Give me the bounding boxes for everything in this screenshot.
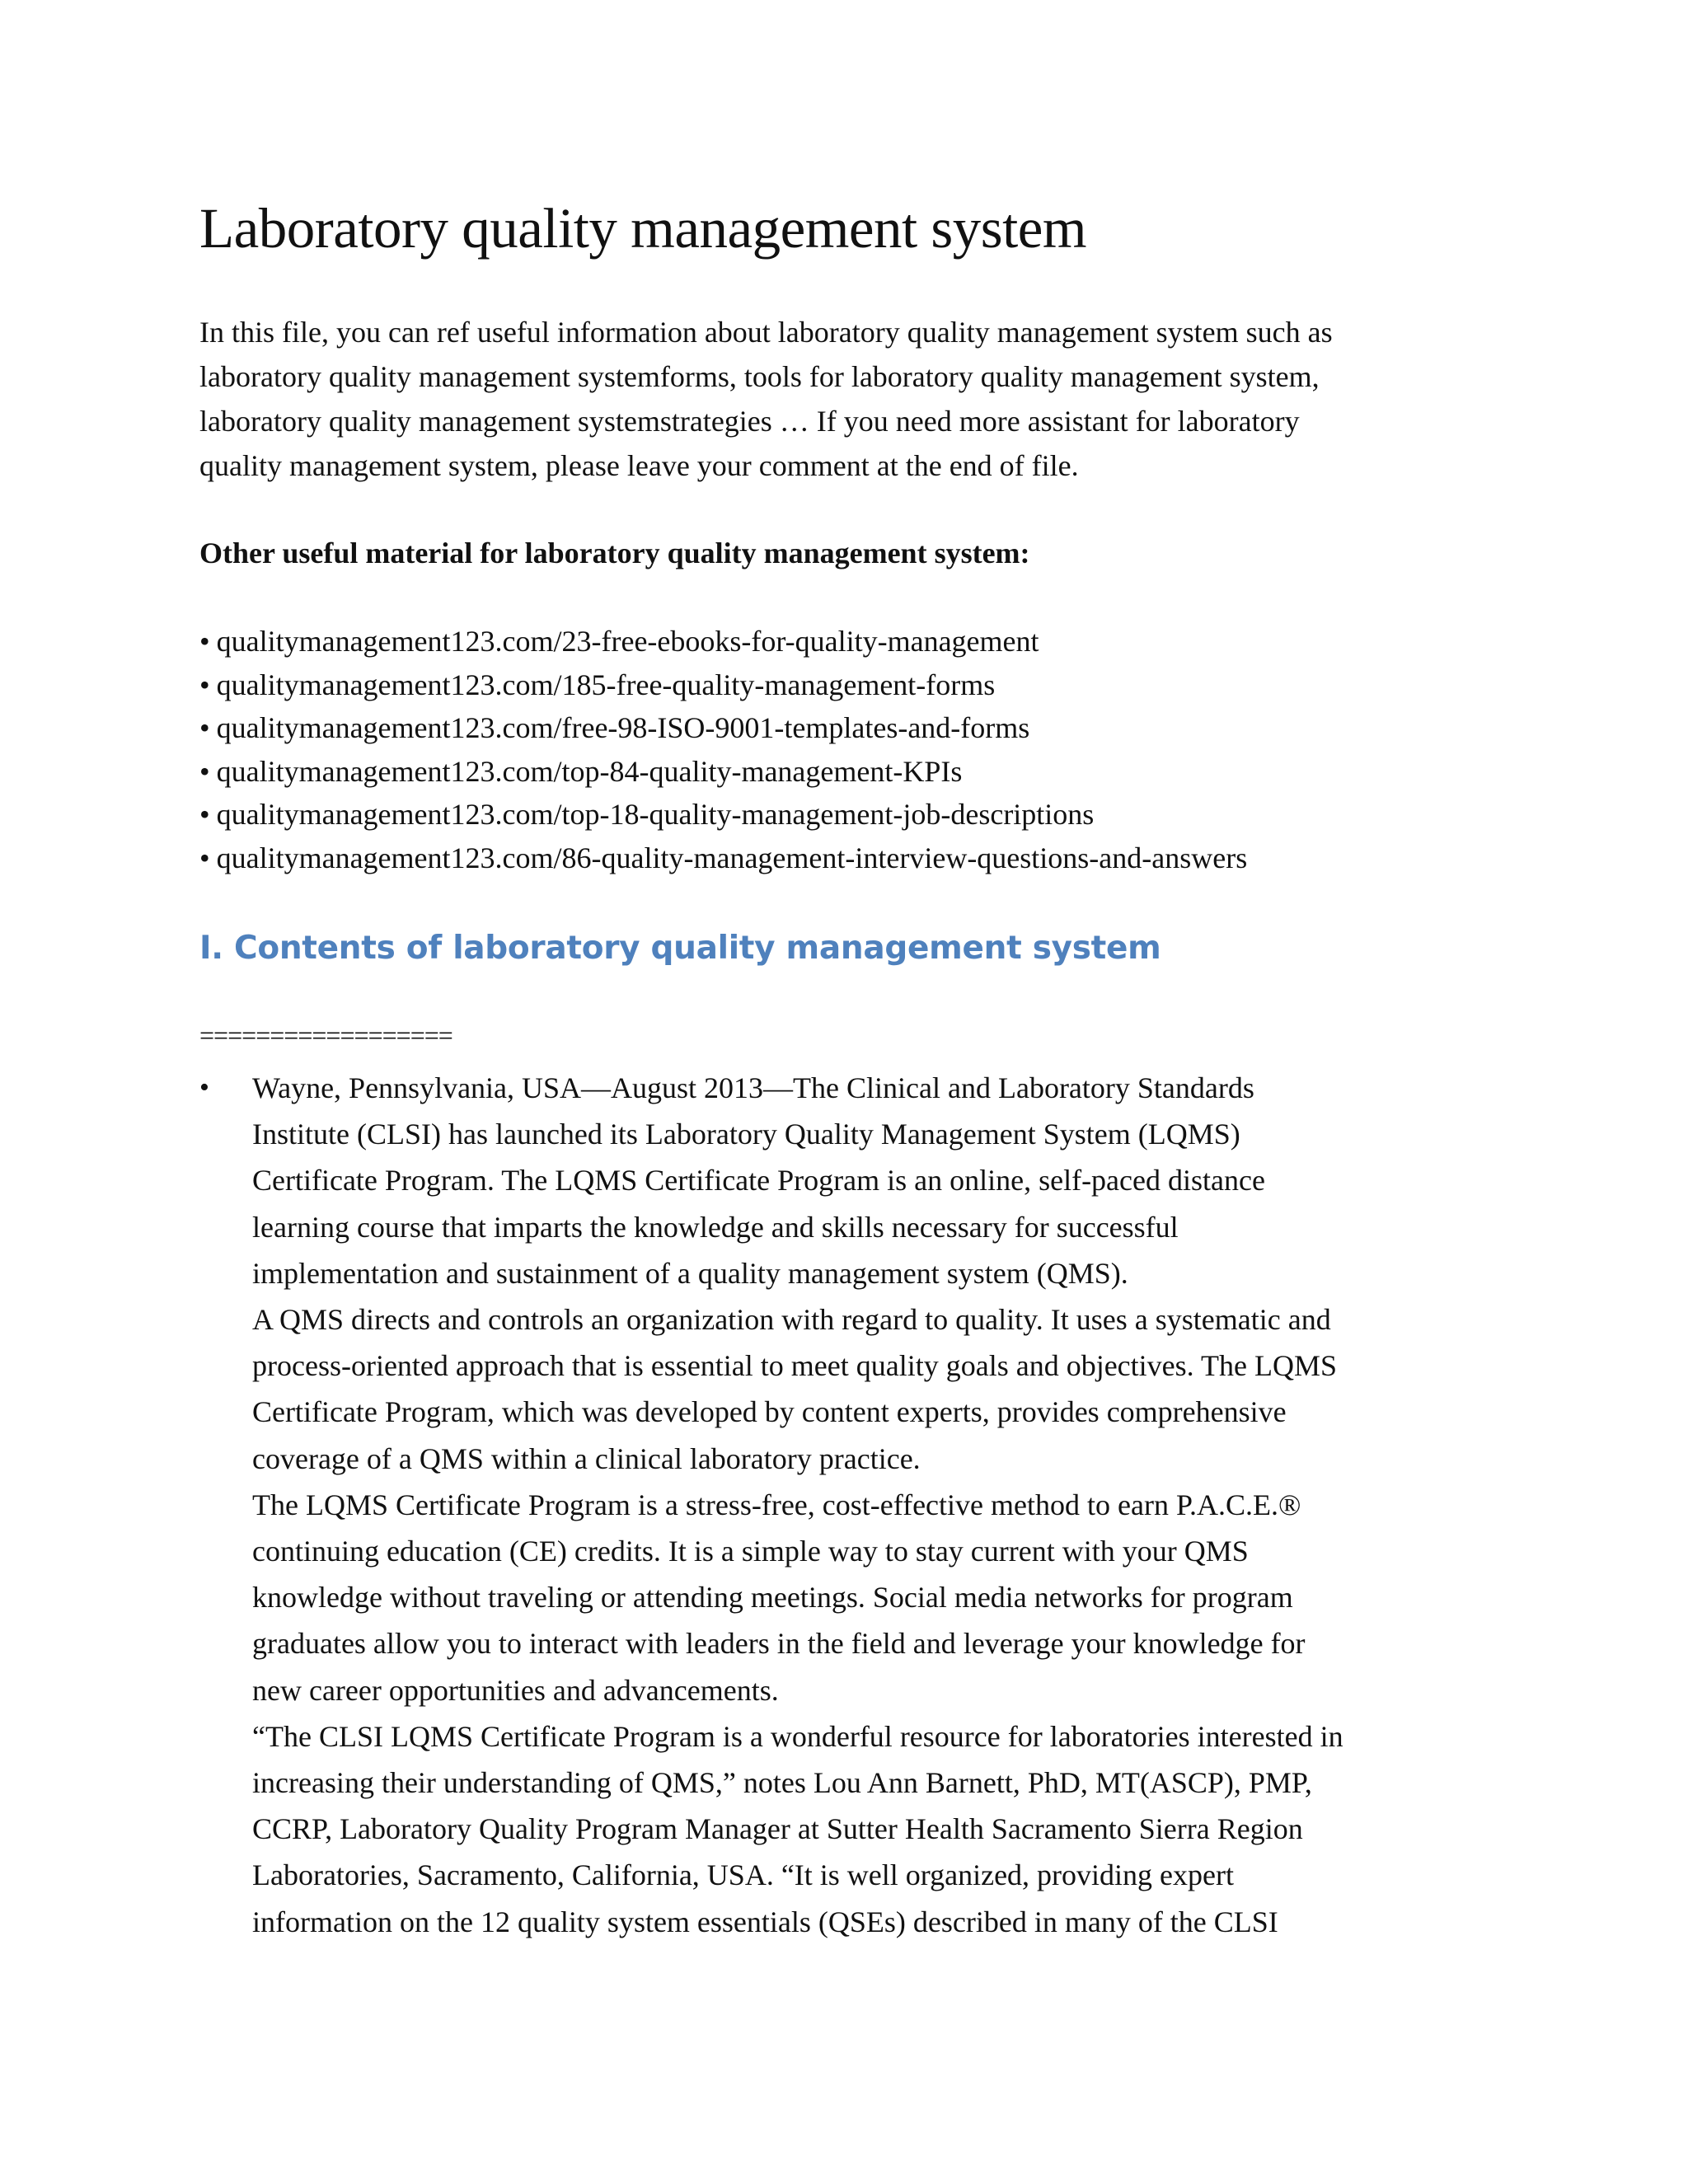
intro-line: laboratory quality management systemstrategies … If you need more assistant for laboratory bbox=[199, 405, 1300, 438]
content-line: A QMS directs and controls an organization with regard to quality. It uses a systematic and bbox=[252, 1303, 1331, 1337]
content-line: CCRP, Laboratory Quality Program Manager at Sutter Health Sacramento Sierra Region bbox=[252, 1812, 1303, 1846]
intro-paragraph bbox=[199, 310, 1485, 488]
content-line: implementation and sustainment of a quality management system (QMS). bbox=[252, 1256, 1128, 1290]
bullet-icon: • bbox=[199, 668, 210, 701]
other-material-heading: Other useful material for laboratory quality management system: bbox=[199, 537, 1030, 569]
content-paragraph bbox=[252, 1065, 1343, 1945]
content-line: graduates allow you to interact with leaders in the field and leverage your knowledge for bbox=[252, 1627, 1306, 1661]
separator-line: ================== bbox=[199, 1020, 452, 1050]
intro-line: laboratory quality management systemforms, tools for laboratory quality management system, bbox=[199, 360, 1320, 393]
section-heading-contents: I. Contents of laboratory quality management system bbox=[199, 930, 1161, 967]
link-text[interactable]: qualitymanagement123.com/top-18-quality-management-job-descriptions bbox=[216, 798, 1095, 832]
document-title: Laboratory quality management system bbox=[199, 197, 1087, 260]
bullet-icon: • bbox=[199, 625, 210, 658]
link-item bbox=[199, 750, 1247, 794]
content-line: increasing their understanding of QMS,” notes Lou Ann Barnett, PhD, MT(ASCP), PMP, bbox=[252, 1766, 1312, 1800]
link-item bbox=[199, 620, 1247, 663]
content-line: Institute (CLSI) has launched its Laboratory Quality Management System (LQMS) bbox=[252, 1118, 1240, 1151]
link-text[interactable]: qualitymanagement123.com/86-quality-management-interview-questions-and-answers bbox=[216, 841, 1248, 874]
content-line: coverage of a QMS within a clinical laboratory practice. bbox=[252, 1441, 921, 1475]
link-text[interactable]: qualitymanagement123.com/185-free-quality-management-forms bbox=[216, 668, 996, 701]
bullet-icon: • bbox=[199, 1072, 209, 1103]
content-line: Laboratories, Sacramento, California, USA. “It is well organized, providing expert bbox=[252, 1858, 1234, 1892]
content-line: Certificate Program. The LQMS Certificate Program is an online, self-paced distance bbox=[252, 1164, 1265, 1197]
bullet-icon: • bbox=[199, 841, 210, 874]
bullet-icon: • bbox=[199, 711, 210, 745]
link-item bbox=[199, 706, 1247, 750]
link-text[interactable]: qualitymanagement123.com/23-free-ebooks-for-quality-management bbox=[216, 625, 1039, 658]
content-line: continuing education (CE) credits. It is a simple way to stay current with your QMS bbox=[252, 1535, 1249, 1568]
bullet-icon: • bbox=[199, 754, 210, 788]
link-item bbox=[199, 837, 1247, 880]
link-item bbox=[199, 793, 1247, 837]
intro-line: quality management system, please leave your comment at the end of file. bbox=[199, 449, 1079, 482]
content-line: “The CLSI LQMS Certificate Program is a wonderful resource for laboratories interested in bbox=[252, 1719, 1343, 1753]
content-line: Certificate Program, which was developed by content experts, provides comprehensive bbox=[252, 1395, 1287, 1429]
bullet-icon: • bbox=[199, 798, 210, 832]
link-text[interactable]: qualitymanagement123.com/free-98-ISO-9001-templates-and-forms bbox=[216, 711, 1030, 745]
content-line: process-oriented approach that is essential to meet quality goals and objectives. The LQMS bbox=[252, 1349, 1337, 1383]
content-line: The LQMS Certificate Program is a stress-free, cost-effective method to earn P.A.C.E.® bbox=[252, 1488, 1301, 1521]
content-line: information on the 12 quality system essentials (QSEs) described in many of the CLSI bbox=[252, 1905, 1278, 1938]
link-item bbox=[199, 663, 1247, 707]
content-line: new career opportunities and advancements. bbox=[252, 1673, 779, 1707]
content-line: Wayne, Pennsylvania, USA—August 2013—The Clinical and Laboratory Standards bbox=[252, 1071, 1254, 1104]
content-line: learning course that imparts the knowledge and skills necessary for successful bbox=[252, 1210, 1179, 1244]
intro-line: In this file, you can ref useful information about laboratory quality management system such as bbox=[199, 316, 1333, 349]
link-text[interactable]: qualitymanagement123.com/top-84-quality-management-KPIs bbox=[216, 754, 963, 788]
useful-links-list bbox=[199, 620, 1247, 880]
content-line: knowledge without traveling or attending meetings. Social media networks for program bbox=[252, 1581, 1293, 1615]
